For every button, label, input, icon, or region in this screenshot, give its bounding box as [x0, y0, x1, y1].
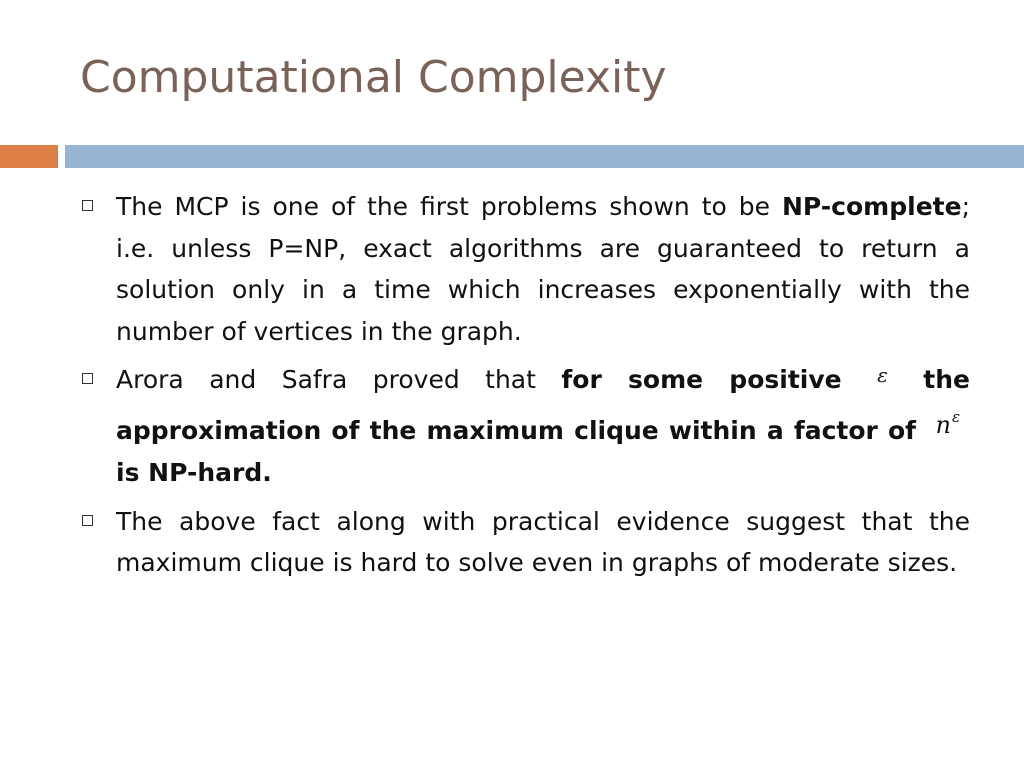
bullet-list	[80, 186, 970, 591]
n-epsilon-formula	[935, 407, 960, 439]
bullet-1-bold-np-complete: NP-complete	[782, 192, 962, 221]
bullet-3-text: The above fact along with practical evidence suggest that the maximum clique is hard to solve even in graphs of moderate sizes.	[116, 506, 970, 577]
bullet-2-bold-np-hard: is NP-hard.	[116, 458, 272, 487]
accent-bar-orange	[0, 145, 58, 168]
accent-bar-blue	[65, 145, 1024, 168]
bullet-2-text: Arora and Safra proved that	[116, 365, 562, 394]
formula-base: n	[935, 410, 951, 439]
slide-title: Computational Complexity	[80, 52, 667, 103]
bullet-1-text: The MCP is one of the first problems shown to be	[116, 192, 782, 221]
formula-exponent: ε	[951, 407, 960, 426]
bullet-2-bold-positive: for some positive	[561, 365, 842, 394]
bullet-item-3	[80, 501, 970, 584]
square-bullet-icon	[82, 515, 93, 526]
bullet-item-2	[80, 359, 970, 494]
square-bullet-icon	[82, 373, 93, 384]
bullet-item-1	[80, 186, 970, 352]
bullet-2-bold-approximation: the approximation of the maximum clique within a factor of	[116, 365, 970, 445]
bullet-1-text-rest: ; i.e. unless P=NP, exact algorithms are guaranteed to return a solution only in a time which increases exponentially with the number of vertices in the graph.	[116, 192, 970, 346]
epsilon-symbol: ε	[877, 363, 888, 387]
square-bullet-icon	[82, 200, 93, 211]
